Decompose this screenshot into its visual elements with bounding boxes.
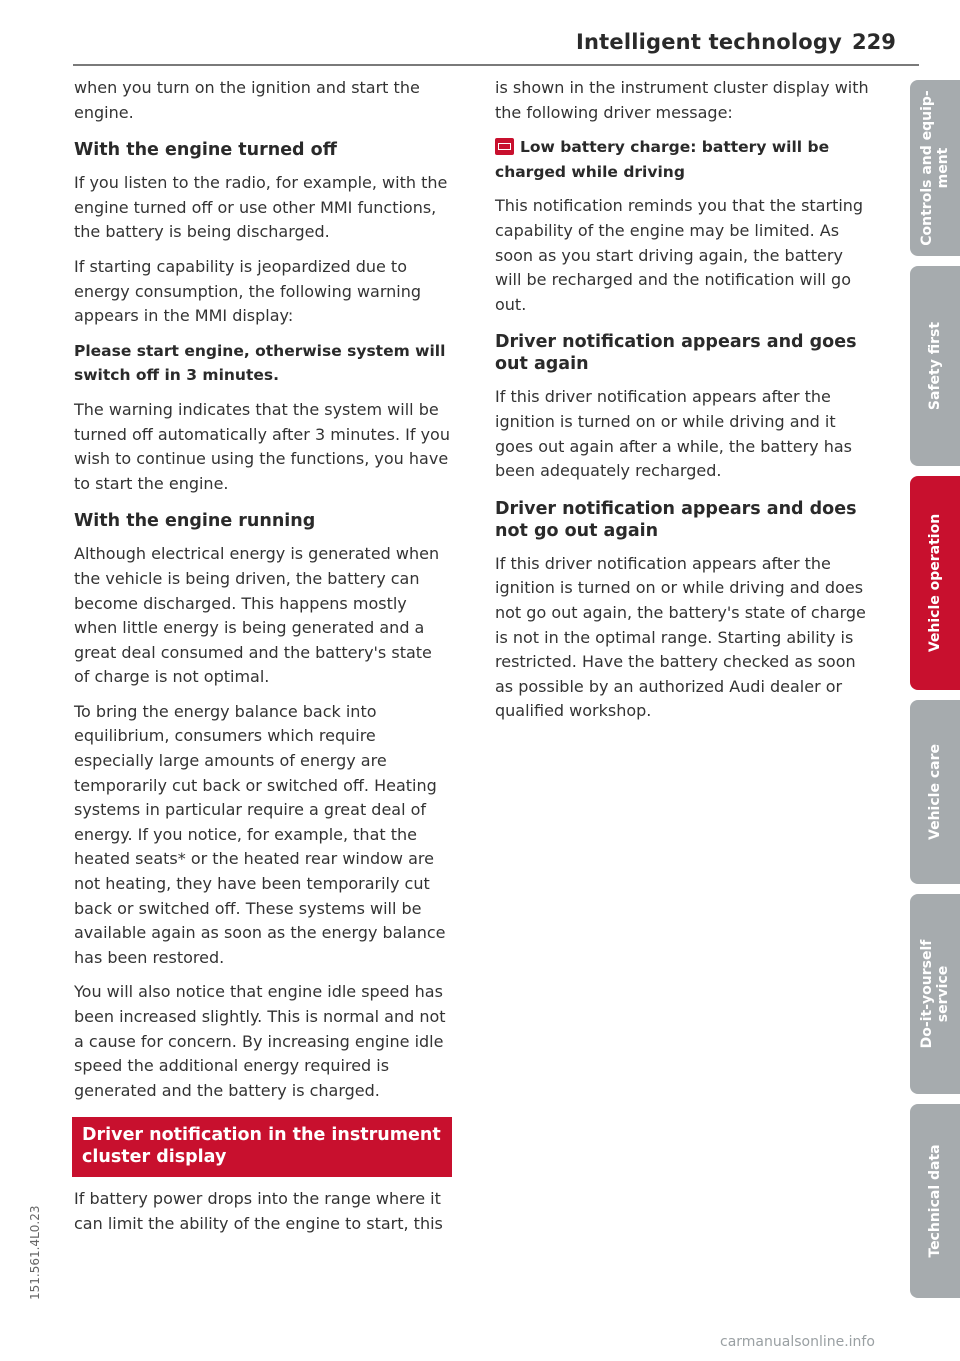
tab-label: Vehicle care <box>927 744 943 840</box>
tab-label: Technical data <box>927 1144 943 1258</box>
paragraph: If this driver notification appears after the ignition is turned on or while driving and does not go out again, the battery's state of charge is not in the optimal range. Starting ability is restricted. Have the battery checked as soon as possible by an authorized Audi dealer or qualified workshop. <box>495 553 866 721</box>
subheading-does-not-go-out: Driver notification appears and does not go out again <box>495 498 857 541</box>
paragraph: To bring the energy balance back into equilibrium, consumers which require especially large amounts of energy are temporarily cut back or switched off. Heating systems in particular require a great deal of energy. If you notice, for example, that the heated seats* or the heated rear window are not heating, they have been temporarily cut back or switched off. These systems will be available again as soon as the energy balance has been restored. <box>74 701 446 967</box>
tab-vehicle-care[interactable] <box>910 700 960 884</box>
paragraph: If battery power drops into the range where it can limit the ability of the engine to start, this <box>74 1189 443 1233</box>
page-number: 229 <box>852 30 896 54</box>
section-callout-heading: Driver notification in the instrument cluster display <box>72 1117 452 1177</box>
tab-label: Vehicle operation <box>927 513 943 653</box>
tab-do-it-yourself-service[interactable] <box>910 894 960 1094</box>
paragraph: is shown in the instrument cluster display with the following driver message: <box>495 78 869 122</box>
tab-vehicle-operation[interactable] <box>910 476 960 690</box>
subheading-goes-out: Driver notification appears and goes out again <box>495 332 857 375</box>
right-column <box>495 76 873 734</box>
paragraph: You will also notice that engine idle speed has been increased slightly. This is normal and not a cause for concern. By increasing engine idle speed the additional energy required is generated and the battery is charged. <box>74 982 446 1100</box>
battery-warning-icon <box>495 138 514 155</box>
section-title: Intelligent technology <box>575 30 842 54</box>
tab-label: Controls and equip- ment <box>919 90 951 246</box>
subheading-engine-off: With the engine turned off <box>74 140 337 161</box>
tab-technical-data[interactable] <box>910 1104 960 1298</box>
tab-safety-first[interactable] <box>910 266 960 466</box>
tab-label: Do-it-yourself service <box>919 939 951 1049</box>
subheading-engine-running: With the engine running <box>74 511 316 532</box>
driver-message-text: Low battery charge: battery will be charged while driving <box>495 138 830 181</box>
tab-label: Safety first <box>927 321 943 411</box>
paragraph: This notification reminds you that the starting capability of the engine may be limited. As soon as you start driving again, the battery will be recharged and the notification will go out. <box>495 196 864 314</box>
header-divider <box>73 64 919 66</box>
left-column <box>74 76 452 1247</box>
document-code: 151.561.4L0.23 <box>28 1205 42 1300</box>
paragraph: when you turn on the ignition and start the engine. <box>74 78 420 122</box>
mmi-warning-text: Please start engine, otherwise system will switch off in 3 minutes. <box>74 341 446 385</box>
driver-message <box>495 135 873 184</box>
paragraph: If this driver notification appears after the ignition is turned on or while driving and it goes out again after a while, the battery has been adequately recharged. <box>495 387 853 481</box>
paragraph: If you listen to the radio, for example, with the engine turned off or use other MMI functions, the battery is being discharged. <box>74 173 448 242</box>
tab-controls-and-equipment[interactable] <box>910 80 960 256</box>
watermark: carmanualsonline.info <box>720 1334 875 1350</box>
paragraph: Although electrical energy is generated when the vehicle is being driven, the battery can become discharged. This happens mostly when little energy is being generated and a great deal consumed and the battery's state of charge is not optimal. <box>74 544 440 687</box>
paragraph: The warning indicates that the system will be turned off automatically after 3 minutes. If you wish to continue using the functions, you have to start the engine. <box>74 399 450 493</box>
paragraph: If starting capability is jeopardized due to energy consumption, the following warning appears in the MMI display: <box>74 256 422 326</box>
